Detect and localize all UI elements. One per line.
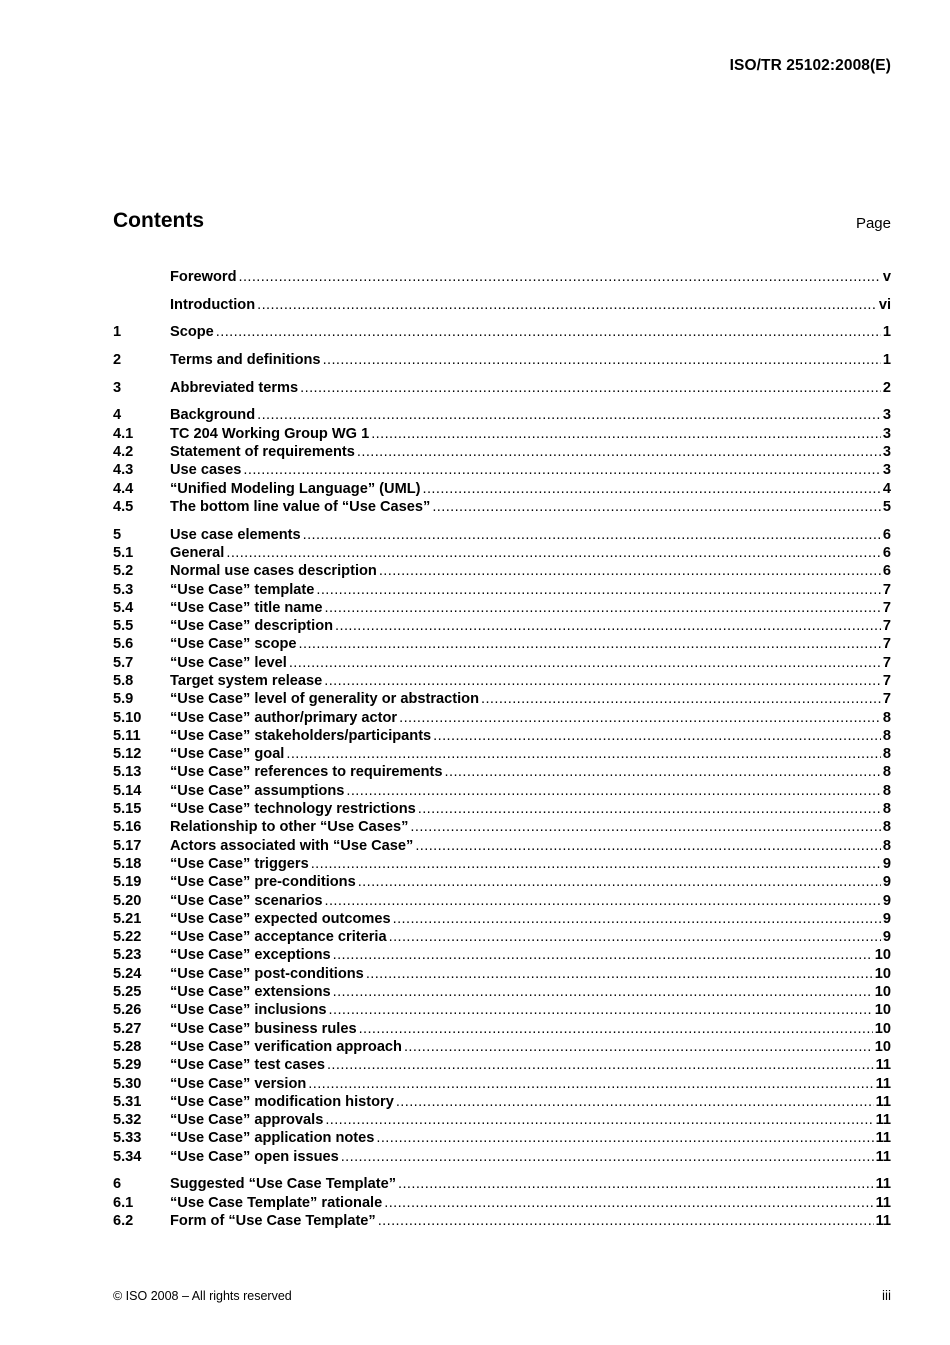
toc-entry-page: 11 (875, 1057, 891, 1074)
toc-dot-leader (323, 351, 881, 369)
toc-entry[interactable] (113, 763, 891, 781)
toc-entry-title: Target system release (170, 672, 323, 689)
toc-entry[interactable] (113, 1093, 891, 1111)
toc-dot-leader (378, 1212, 874, 1230)
toc-entry-number: 5.9 (113, 691, 134, 708)
toc-entry-number: 5.33 (113, 1130, 142, 1147)
toc-entry-page: 10 (874, 965, 891, 982)
toc-dot-leader (316, 581, 880, 599)
toc-dot-leader (384, 1194, 873, 1212)
toc-entry-title: Scope (170, 324, 214, 341)
toc-entry-title: General (170, 544, 225, 561)
toc-entry-number: 5.8 (113, 672, 134, 689)
toc-entry[interactable] (113, 498, 891, 516)
toc-entry-number: 5.14 (113, 782, 142, 799)
toc-entry-page: 2 (882, 379, 891, 396)
toc-entry-title: “Use Case” inclusions (170, 1002, 327, 1019)
toc-entry-page: 11 (875, 1112, 891, 1129)
toc-entry-title: Terms and definitions (170, 352, 321, 369)
toc-entry-page: 7 (882, 581, 891, 598)
toc-entry[interactable] (113, 1175, 891, 1193)
toc-entry-title: “Unified Modeling Language” (UML) (170, 480, 421, 497)
toc-entry[interactable] (113, 480, 891, 498)
toc-entry-page: 9 (882, 855, 891, 872)
toc-entry-title: TC 204 Working Group WG 1 (170, 425, 370, 442)
toc-entry-page: 6 (882, 526, 891, 543)
toc-dot-leader (389, 928, 881, 946)
toc-entry-page: 11 (875, 1194, 891, 1211)
toc-dot-leader (243, 461, 880, 479)
toc-entry[interactable] (113, 562, 891, 580)
toc-entry-title: “Use Case” technology restrictions (170, 801, 416, 818)
toc-dot-leader (398, 1175, 874, 1193)
toc-entry[interactable] (113, 1075, 891, 1093)
toc-dot-leader (357, 443, 881, 461)
toc-entry[interactable] (113, 461, 891, 479)
toc-entry[interactable] (113, 443, 891, 461)
toc-entry[interactable] (113, 1194, 891, 1212)
toc-entry[interactable] (113, 800, 891, 818)
toc-entry-page: 11 (875, 1212, 891, 1229)
toc-entry-page: 10 (874, 947, 891, 964)
toc-entry-number: 5.1 (113, 544, 134, 561)
toc-entry-page: 5 (882, 498, 891, 515)
toc-entry-page: 7 (882, 654, 891, 671)
toc-entry-title: Background (170, 407, 256, 424)
toc-dot-leader (399, 709, 881, 727)
toc-entry-page: 1 (882, 352, 891, 369)
toc-entry-title: “Use Case” business rules (170, 1020, 357, 1037)
toc-dot-leader (325, 599, 881, 617)
toc-entry-title: “Use Case” assumptions (170, 782, 345, 799)
toc-entry-page: 9 (882, 874, 891, 891)
toc-dot-leader (423, 480, 881, 498)
toc-entry[interactable] (113, 983, 891, 1001)
toc-entry-title: “Use Case” modification history (170, 1093, 394, 1110)
toc-dot-leader (371, 425, 881, 443)
toc-entry-number: 5.28 (113, 1038, 142, 1055)
toc-entry-title: “Use Case” scenarios (170, 892, 323, 909)
toc-entry-number: 5.26 (113, 1002, 142, 1019)
toc-dot-leader (333, 983, 873, 1001)
toc-entry[interactable] (113, 379, 891, 397)
toc-entry-title: “Use Case” description (170, 618, 334, 635)
toc-entry[interactable] (113, 1038, 891, 1056)
toc-dot-leader (379, 562, 881, 580)
toc-entry-number: 5.34 (113, 1148, 142, 1165)
toc-entry[interactable] (113, 837, 891, 855)
toc-entry-page: v (882, 269, 891, 285)
toc-dot-leader (289, 654, 881, 672)
contents-heading: Contents (113, 209, 204, 232)
toc-entry-page: 10 (874, 1002, 891, 1019)
toc-entry[interactable] (113, 654, 891, 672)
toc-entry-title: Relationship to other “Use Cases” (170, 819, 409, 836)
toc-entry-title: Actors associated with “Use Case” (170, 837, 414, 854)
toc-entry-number: 5.12 (113, 746, 142, 763)
toc-dot-leader (415, 837, 881, 855)
toc-entry-number: 5.16 (113, 819, 142, 836)
toc-entry-title: “Use Case” open issues (170, 1148, 339, 1165)
toc-entry-title: “Use Case” application notes (170, 1130, 375, 1147)
toc-dot-leader (238, 268, 880, 286)
toc-entry[interactable] (113, 782, 891, 800)
toc-entry-page: 8 (882, 746, 891, 763)
toc-entry-title: “Use Case” references to requirements (170, 764, 443, 781)
toc-dot-leader (346, 782, 880, 800)
toc-entry-number: 5.32 (113, 1112, 142, 1129)
toc-entry[interactable] (113, 892, 891, 910)
toc-entry-title: “Use Case” acceptance criteria (170, 929, 387, 946)
toc-entry[interactable] (113, 690, 891, 708)
toc-entry[interactable] (113, 268, 891, 286)
toc-entry[interactable] (113, 406, 891, 424)
table-of-contents (113, 268, 891, 1230)
toc-entry[interactable] (113, 928, 891, 946)
toc-entry-number: 5.10 (113, 709, 142, 726)
toc-entry-title: Statement of requirements (170, 444, 355, 461)
toc-entry-page: 8 (882, 801, 891, 818)
toc-entry-number: 1 (113, 324, 122, 341)
toc-dot-leader (333, 946, 873, 964)
toc-entry-number: 5.29 (113, 1057, 142, 1074)
toc-entry-title: “Use Case” post-conditions (170, 965, 364, 982)
toc-entry-number: 5.23 (113, 947, 142, 964)
toc-entry-page: 11 (875, 1075, 891, 1092)
toc-entry[interactable] (113, 1001, 891, 1019)
toc-entry-number: 5.22 (113, 929, 142, 946)
toc-entry-number: 5.2 (113, 563, 134, 580)
toc-entry-title: “Use Case” goal (170, 746, 285, 763)
toc-dot-leader (325, 892, 881, 910)
toc-entry-number: 5.18 (113, 855, 142, 872)
toc-entry-number: 5.5 (113, 618, 134, 635)
toc-entry-page: 1 (882, 324, 891, 341)
toc-dot-leader (329, 1001, 873, 1019)
toc-dot-leader (257, 406, 881, 424)
toc-entry-number: 2 (113, 352, 122, 369)
toc-entry-page: 7 (882, 691, 891, 708)
toc-dot-leader (226, 544, 881, 562)
toc-dot-leader (327, 1056, 874, 1074)
toc-entry[interactable] (113, 581, 891, 599)
toc-entry[interactable] (113, 1212, 891, 1230)
toc-entry-number: 5 (113, 526, 122, 543)
toc-entry-title: “Use Case” template (170, 581, 315, 598)
toc-dot-leader (445, 763, 881, 781)
toc-entry-number: 5.30 (113, 1075, 142, 1092)
toc-dot-leader (393, 910, 881, 928)
toc-entry-page: 8 (882, 764, 891, 781)
toc-entry[interactable] (113, 425, 891, 443)
toc-dot-leader (418, 800, 881, 818)
toc-entry[interactable] (113, 526, 891, 544)
toc-entry-number: 6.2 (113, 1212, 134, 1229)
toc-entry[interactable] (113, 635, 891, 653)
toc-dot-leader (286, 745, 881, 763)
toc-entry-number: 5.6 (113, 636, 134, 653)
page-number: iii (882, 1288, 891, 1303)
toc-entry[interactable] (113, 727, 891, 745)
toc-entry[interactable] (113, 599, 891, 617)
toc-entry-number: 5.25 (113, 984, 142, 1001)
toc-entry[interactable] (113, 296, 891, 314)
toc-entry-page: 11 (875, 1130, 891, 1147)
page-column-label: Page (855, 215, 891, 232)
toc-entry-title: “Use Case” extensions (170, 984, 331, 1001)
toc-dot-leader (433, 727, 881, 745)
toc-entry-title: Use cases (170, 462, 242, 479)
toc-dot-leader (311, 855, 881, 873)
toc-entry-number: 6.1 (113, 1194, 134, 1211)
toc-entry-page: 9 (882, 910, 891, 927)
toc-dot-leader (366, 965, 873, 983)
toc-entry-page: 6 (882, 563, 891, 580)
toc-dot-leader (299, 635, 881, 653)
toc-entry-title: “Use Case” level of generality or abstraction (170, 691, 480, 708)
toc-entry[interactable] (113, 672, 891, 690)
toc-entry[interactable] (113, 873, 891, 891)
toc-entry-number: 4 (113, 407, 122, 424)
toc-entry[interactable] (113, 1056, 891, 1074)
toc-entry-page: 4 (882, 480, 891, 497)
toc-entry[interactable] (113, 709, 891, 727)
toc-entry-number: 5.15 (113, 801, 142, 818)
toc-entry-title: “Use Case” title name (170, 599, 323, 616)
toc-entry-page: 8 (882, 782, 891, 799)
toc-entry[interactable] (113, 946, 891, 964)
toc-entry-page: 8 (882, 727, 891, 744)
toc-entry-page: 6 (882, 544, 891, 561)
toc-entry[interactable] (113, 323, 891, 341)
toc-dot-leader (303, 526, 881, 544)
toc-entry[interactable] (113, 910, 891, 928)
toc-entry-number: 5.31 (113, 1093, 142, 1110)
toc-dot-leader (396, 1093, 874, 1111)
toc-entry-page: 8 (882, 709, 891, 726)
toc-entry-number: 4.2 (113, 444, 134, 461)
toc-entry[interactable] (113, 1111, 891, 1129)
toc-entry-number: 4.1 (113, 425, 134, 442)
toc-entry-page: 10 (874, 984, 891, 1001)
toc-entry-number: 5.11 (113, 727, 141, 744)
toc-entry-title: Foreword (170, 269, 237, 285)
toc-entry-page: 11 (875, 1093, 891, 1110)
toc-dot-leader (300, 379, 881, 397)
toc-dot-leader (308, 1075, 873, 1093)
toc-entry[interactable] (113, 1129, 891, 1147)
toc-entry-number: 5.24 (113, 965, 142, 982)
toc-entry-title: The bottom line value of “Use Cases” (170, 498, 431, 515)
toc-dot-leader (257, 296, 877, 314)
toc-entry-title: Abbreviated terms (170, 379, 299, 396)
toc-entry-page: 7 (882, 599, 891, 616)
toc-entry-page: 7 (882, 636, 891, 653)
toc-entry-number: 5.17 (113, 837, 142, 854)
toc-entry-page: 7 (882, 672, 891, 689)
toc-dot-leader (410, 818, 880, 836)
toc-entry-page: 9 (882, 892, 891, 909)
toc-entry-page: 11 (875, 1148, 891, 1165)
toc-entry-number: 5.3 (113, 581, 134, 598)
toc-entry-page: 11 (875, 1176, 891, 1193)
toc-entry[interactable] (113, 745, 891, 763)
toc-entry-number: 5.21 (113, 910, 142, 927)
toc-entry-title: “Use Case” author/primary actor (170, 709, 398, 726)
toc-entry[interactable] (113, 351, 891, 369)
toc-entry-number: 5.4 (113, 599, 134, 616)
toc-entry-page: 3 (882, 425, 891, 442)
toc-dot-leader (404, 1038, 873, 1056)
toc-entry-title: “Use Case” exceptions (170, 947, 331, 964)
toc-entry[interactable] (113, 617, 891, 635)
toc-entry-number: 4.5 (113, 498, 134, 515)
toc-entry-number: 4.3 (113, 462, 134, 479)
toc-entry-title: Normal use cases description (170, 563, 377, 580)
toc-entry-page: 3 (882, 407, 891, 424)
toc-entry[interactable] (113, 818, 891, 836)
document-id: ISO/TR 25102:2008(E) (729, 57, 891, 74)
toc-entry-title: “Use Case” verification approach (170, 1038, 402, 1055)
toc-entry[interactable] (113, 855, 891, 873)
toc-entry-number: 5.19 (113, 874, 142, 891)
toc-dot-leader (359, 1020, 873, 1038)
toc-entry-page: 7 (882, 618, 891, 635)
toc-dot-leader (358, 873, 881, 891)
toc-entry-page: 3 (882, 462, 891, 479)
toc-entry-title: “Use Case” test cases (170, 1057, 325, 1074)
toc-entry[interactable] (113, 544, 891, 562)
toc-entry[interactable] (113, 965, 891, 983)
toc-entry-title: “Use Case” approvals (170, 1112, 324, 1129)
toc-entry-title: “Use Case” expected outcomes (170, 910, 391, 927)
toc-dot-leader (481, 690, 881, 708)
toc-dot-leader (335, 617, 881, 635)
toc-entry-number: 5.27 (113, 1020, 142, 1037)
toc-entry-title: “Use Case” stakeholders/participants (170, 727, 432, 744)
toc-entry-page: 8 (882, 837, 891, 854)
toc-entry-title: “Use Case” triggers (170, 855, 309, 872)
toc-entry-title: Suggested “Use Case Template” (170, 1176, 397, 1193)
toc-dot-leader (432, 498, 881, 516)
toc-entry-title: Form of “Use Case Template” (170, 1212, 376, 1229)
copyright-notice: © ISO 2008 – All rights reserved (113, 1289, 292, 1303)
toc-entry-page: vi (878, 296, 891, 313)
toc-dot-leader (341, 1148, 874, 1166)
toc-entry[interactable] (113, 1020, 891, 1038)
toc-entry-number: 5.13 (113, 764, 142, 781)
toc-dot-leader (376, 1129, 873, 1147)
toc-entry-number: 6 (113, 1176, 122, 1193)
toc-entry-page: 3 (882, 444, 891, 461)
toc-entry-title: “Use Case” scope (170, 636, 297, 653)
toc-entry-number: 3 (113, 379, 122, 396)
toc-entry-number: 5.20 (113, 892, 142, 909)
toc-entry-page: 10 (874, 1020, 891, 1037)
toc-entry[interactable] (113, 1148, 891, 1166)
toc-entry-title: “Use Case” version (170, 1075, 307, 1092)
toc-dot-leader (324, 672, 881, 690)
toc-entry-title: “Use Case Template” rationale (170, 1194, 383, 1211)
toc-dot-leader (216, 323, 881, 341)
toc-dot-leader (325, 1111, 873, 1129)
toc-entry-page: 8 (882, 819, 891, 836)
toc-entry-number: 5.7 (113, 654, 134, 671)
toc-entry-title: “Use Case” pre-conditions (170, 874, 356, 891)
toc-entry-page: 9 (882, 929, 891, 946)
toc-entry-page: 10 (874, 1038, 891, 1055)
toc-entry-number: 4.4 (113, 480, 134, 497)
toc-entry-title: Introduction (170, 296, 256, 313)
toc-entry-title: “Use Case” level (170, 654, 287, 671)
toc-entry-title: Use case elements (170, 526, 301, 543)
